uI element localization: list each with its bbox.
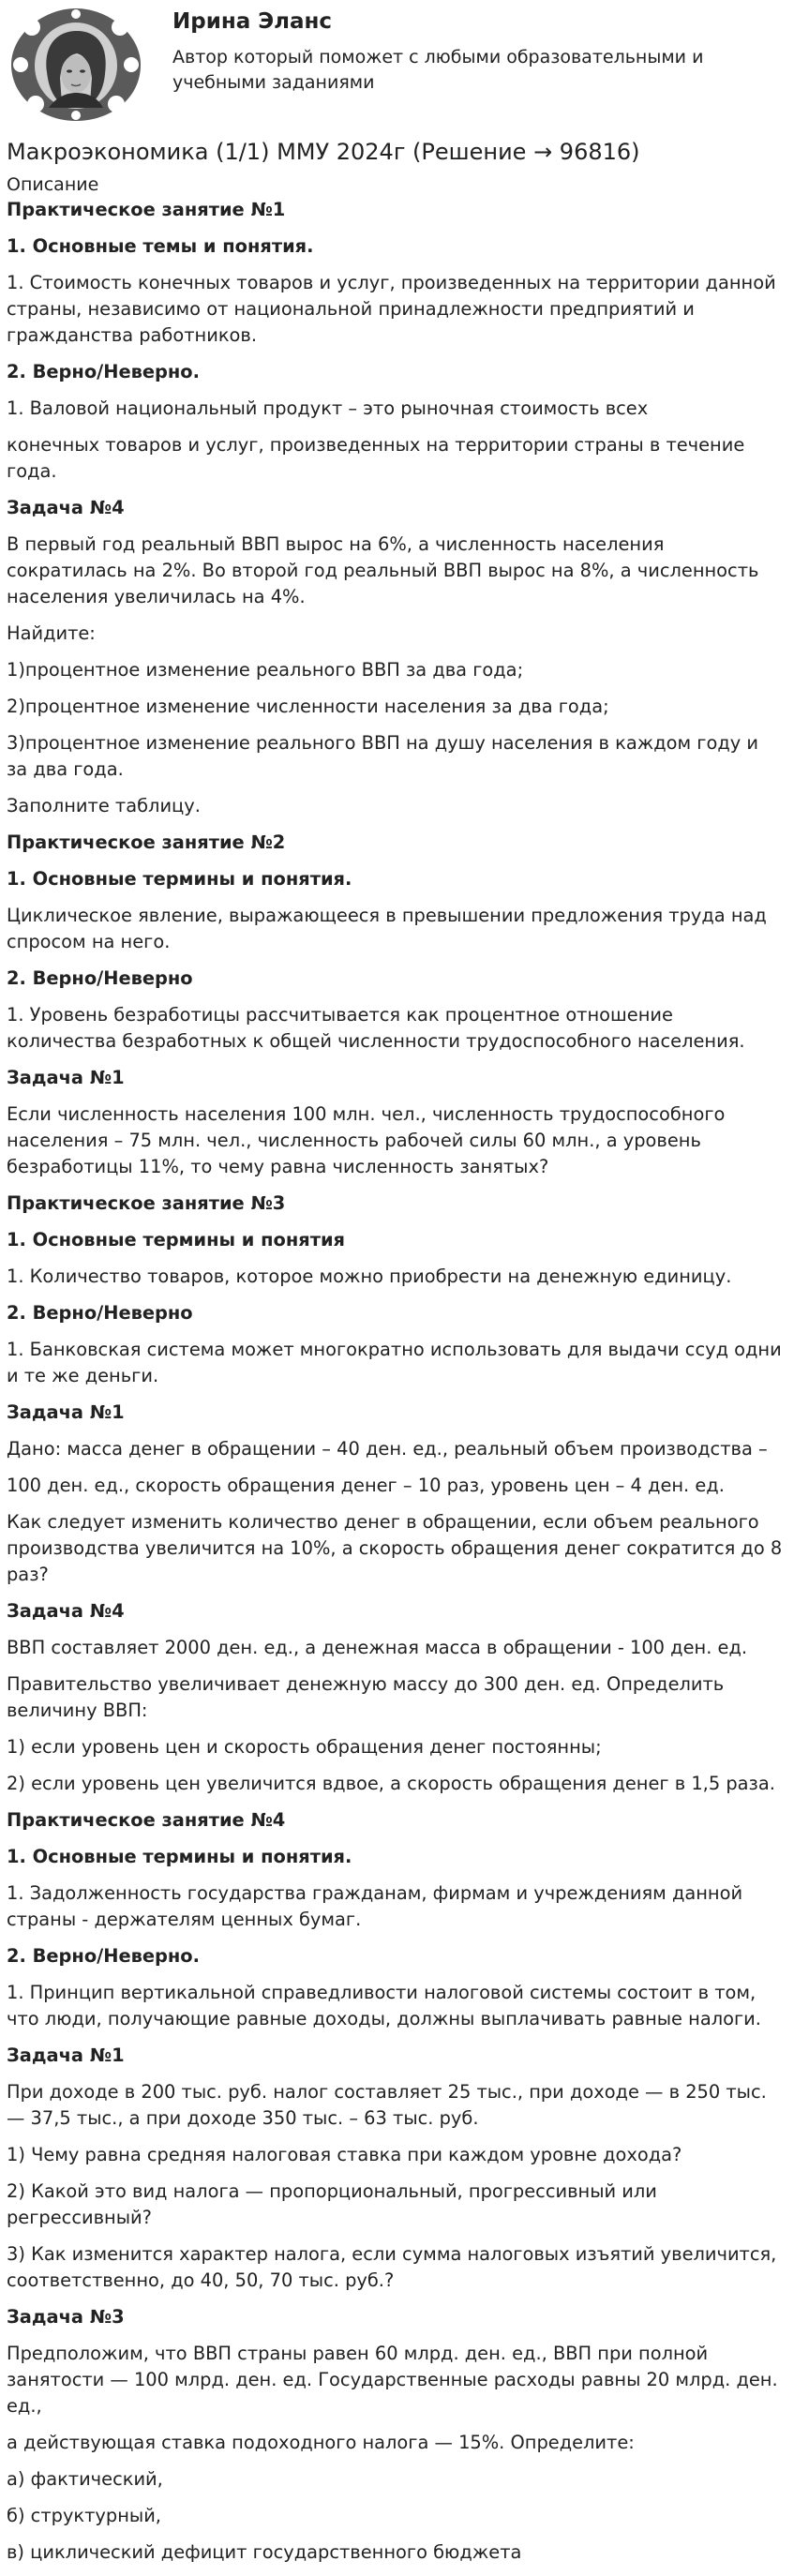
paragraph: а действующая ставка подоходного налога — 15%. Определите: bbox=[7, 2432, 635, 2453]
section-heading: Задача №1 bbox=[7, 1401, 125, 1423]
paragraph: 1. Банковская система может многократно использовать для выдачи ссуд одни и те же деньги. bbox=[7, 1339, 782, 1386]
description-label: Описание bbox=[7, 174, 99, 195]
paragraph: 3)процентное изменение реального ВВП на душу населения в каждом году и за два года. bbox=[7, 732, 758, 780]
author-card[interactable] bbox=[0, 0, 794, 129]
paragraph: конечных товаров и услуг, произведенных на территории страны в течение года. bbox=[7, 434, 745, 482]
paragraph: 1)процентное изменение реального ВВП за два года; bbox=[7, 659, 524, 681]
author-name[interactable]: Ирина Эланс bbox=[172, 9, 333, 34]
paragraph: Найдите: bbox=[7, 622, 96, 644]
section-heading: Задача №1 bbox=[7, 1067, 125, 1088]
section-heading: 1. Основные темы и понятия. bbox=[7, 235, 314, 257]
paragraph: 1) если уровень цен и скорость обращения денег постоянны; bbox=[7, 1736, 602, 1758]
section-heading: Практическое занятие №4 bbox=[7, 1809, 286, 1831]
section-heading: 1. Основные термины и понятия. bbox=[7, 1846, 352, 1867]
paragraph: 100 ден. ед., скорость обращения денег – 10 раз, уровень цен – 4 ден. ед. bbox=[7, 1475, 725, 1496]
section-heading: 2. Верно/Неверно bbox=[7, 1302, 193, 1324]
author-description: Автор который поможет с любыми образовательными и учебными заданиями bbox=[172, 47, 704, 93]
paragraph: Как следует изменить количество денег в обращении, если объем реального производства увеличится на 10%, а скорость обращения денег сократится до 8 раз? bbox=[7, 1511, 783, 1585]
section-heading: 1. Основные термины и понятия bbox=[7, 1229, 345, 1251]
section-heading: Задача №1 bbox=[7, 2044, 125, 2066]
paragraph: 2) Какой это вид налога — пропорциональный, прогрессивный или регрессивный? bbox=[7, 2180, 657, 2228]
paragraph: 1. Уровень безработицы рассчитывается как процентное отношение количества безработных к общей численности трудоспособного населения. bbox=[7, 1004, 745, 1052]
page-title: Макроэкономика (1/1) ММУ 2024г (Решение → 96816) bbox=[7, 139, 640, 165]
section-heading: 2. Верно/Неверно. bbox=[7, 361, 200, 382]
paragraph: В первый год реальный ВВП вырос на 6%, а численность населения сократилась на 2%. Во второй год реальный ВВП вырос на 8%, а численность населения увеличилась на 4%. bbox=[7, 533, 759, 607]
paragraph: ВВП составляет 2000 ден. ед., а денежная масса в обращении - 100 ден. ед. bbox=[7, 1637, 748, 1658]
section-heading: Задача №4 bbox=[7, 1600, 125, 1622]
paragraph: в) циклический дефицит государственного бюджета bbox=[7, 2541, 522, 2563]
paragraph: б) структурный, bbox=[7, 2505, 161, 2526]
paragraph: 2)процентное изменение численности населения за два года; bbox=[7, 696, 609, 717]
section-heading: Задача №3 bbox=[7, 2306, 125, 2328]
paragraph: 1. Количество товаров, которое можно приобрести на денежную единицу. bbox=[7, 1266, 732, 1287]
section-heading: 1. Основные термины и понятия. bbox=[7, 868, 352, 890]
paragraph: 1. Задолженность государства гражданам, фирмам и учреждениям данной страны - держателям ценных бумаг. bbox=[7, 1882, 743, 1930]
paragraph: Циклическое явление, выражающееся в превышении предложения труда над спросом на него. bbox=[7, 905, 767, 952]
paragraph: 3) Как изменится характер налога, если сумма налоговых изъятий увеличится, соответственно, до 40, 50, 70 тыс. руб.? bbox=[7, 2243, 777, 2291]
paragraph: 2) если уровень цен увеличится вдвое, а скорость обращения денег в 1,5 раза. bbox=[7, 1773, 775, 1794]
section-heading: 2. Верно/Неверно. bbox=[7, 1945, 200, 1967]
section-heading: Практическое занятие №3 bbox=[7, 1192, 286, 1214]
paragraph: Заполните таблицу. bbox=[7, 795, 201, 816]
paragraph: Предположим, что ВВП страны равен 60 млрд. ден. ед., ВВП при полной занятости — 100 млрд. ден. ед. Государственные расходы равны 20 млрд. ден. ед., bbox=[7, 2343, 778, 2417]
section-heading: Практическое занятие №1 bbox=[7, 199, 286, 220]
section-heading: 2. Верно/Неверно bbox=[7, 967, 193, 989]
paragraph: 1. Валовой национальный продукт – это рыночная стоимость всех bbox=[7, 397, 649, 419]
description-content bbox=[7, 197, 785, 2576]
paragraph: При доходе в 200 тыс. руб. налог составляет 25 тыс., при доходе — в 250 тыс. — 37,5 тыс., а при доходе 350 тыс. – 63 тыс. руб. bbox=[7, 2081, 767, 2129]
paragraph: Правительство увеличивает денежную массу до 300 ден. ед. Определить величину ВВП: bbox=[7, 1673, 725, 1721]
author-avatar[interactable] bbox=[9, 7, 142, 123]
paragraph: 1. Принцип вертикальной справедливости налоговой системы состоит в том, что люди, получающие равные доходы, должны выплачивать равные налоги. bbox=[7, 1982, 761, 2029]
paragraph: а) фактический, bbox=[7, 2468, 163, 2490]
paragraph: 1) Чему равна средняя налоговая ставка при каждом уровне дохода? bbox=[7, 2144, 682, 2165]
section-heading: Задача №4 bbox=[7, 497, 125, 518]
paragraph: Если численность населения 100 млн. чел., численность трудоспособного населения – 75 млн. чел., численность рабочей силы 60 млн., а уровень безработицы 11%, то чему равна численность занятых? bbox=[7, 1103, 726, 1177]
paragraph: 1. Стоимость конечных товаров и услуг, произведенных на территории данной страны, независимо от национальной принадлежности предприятий и гражданства работников. bbox=[7, 272, 776, 346]
paragraph: Дано: масса денег в обращении – 40 ден. ед., реальный объем производства – bbox=[7, 1438, 768, 1460]
section-heading: Практическое занятие №2 bbox=[7, 831, 286, 853]
